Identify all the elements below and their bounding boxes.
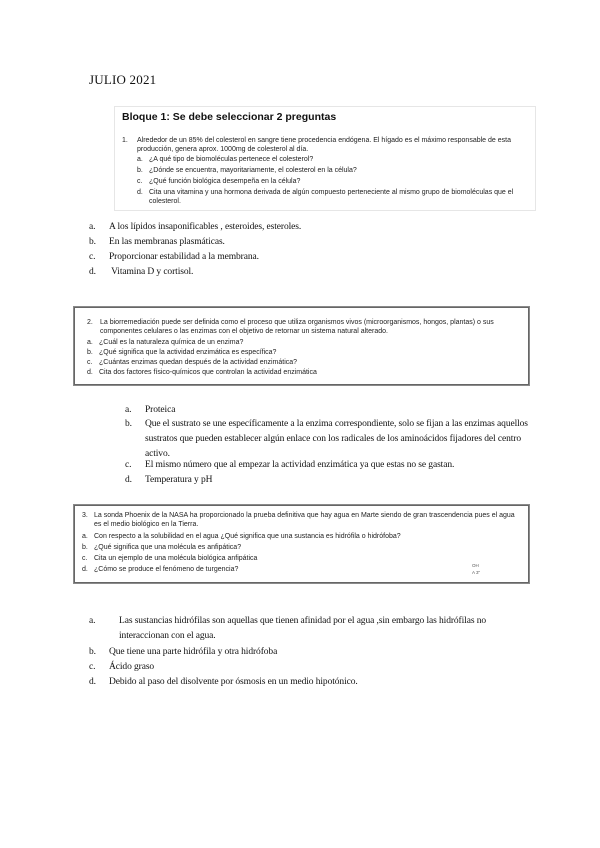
answer-3-b: b. Que tiene una parte hidrófila y otra hidrófoba [89,647,278,657]
question-1-sub-a: a. ¿A qué tipo de biomoléculas pertenece el colesterol? [137,156,314,163]
page-heading: JULIO 2021 [89,72,157,87]
question-1-sub-b: b. ¿Dónde se encuentra, mayoritariamente, el colesterol en la célula? [137,167,357,174]
question-2-sub-d: d. Cita dos factores físico-químicos que controlan la actividad enzimática [87,369,317,376]
answer-2-b: b. Que el sustrato se une específicamente a la enzima correspondiente, solo se fijan a las enzimas aquellos sustratos que pueden establecer algún enlace con los radicales de los aminoácidos fijadores del centro activo. [125,419,528,459]
corner-mark-2: A 3" [472,570,481,575]
answer-1-a: a. A los lípidos insaponificables , esteroides, esteroles. [89,222,302,232]
question-1-number: 1. [122,137,128,144]
question-3-sub-d: d. ¿Cómo se produce el fenómeno de turgencia? [82,566,239,573]
question-2-sub-a: a. ¿Cuál es la naturaleza química de un enzima? [87,339,244,346]
block-title: Bloque 1: Se debe seleccionar 2 preguntas [122,111,337,123]
question-1-box [114,106,536,211]
question-1-text: Alrededor de un 85% del colesterol en sangre tiene procedencia endógena. El hígado es el máximo responsable de esta producción, genera aprox. 1000mg de colesterol al día. [137,137,511,153]
answer-1-b: b. En las membranas plasmáticas. [89,237,225,247]
question-2-text: La biorremediación puede ser definida como el proceso que utiliza organismos vivos (microorganismos, hongos, plantas) o sus componentes celulares o las enzimas con el objetivo de retornar un sistema natural alterado. [100,319,494,335]
answer-2-a: a. Proteica [125,405,176,415]
question-3-text: La sonda Phoenix de la NASA ha proporcionado la prueba definitiva que hay agua en Marte siendo de gran trascendencia pues el agua es el medio biológico en la Tierra. [94,512,515,528]
question-3-sub-a: a. Con respecto a la solubilidad en el agua ¿Qué significa que una sustancia es hidrófila o hidrófoba? [82,533,401,540]
answer-3-d: d. Debido al paso del disolvente por ósmosis en un medio hipotónico. [89,677,358,687]
question-3-box [73,504,530,584]
answer-2-c: c. El mismo número que al empezar la actividad enzimática ya que estas no se gastan. [125,460,455,470]
answer-1-c: c. Proporcionar estabilidad a la membrana. [89,252,259,262]
question-2-box [73,306,530,386]
question-3-sub-b: b. ¿Qué significa que una molécula es anfipática? [82,544,242,551]
question-1-sub-d: d. Cita una vitamina y una hormona derivada de algún compuesto perteneciente al mismo grupo de biomoléculas que el colesterol. [137,189,514,205]
answer-3-a: a. Las sustancias hidrófilas son aquellas que tienen afinidad por el agua ,sin embargo las hidrófilas no interaccionan con el agua. [89,616,486,641]
question-3-sub-c: c. Cita un ejemplo de una molécula biológica anfipática [82,555,258,562]
question-1-sub-c: c. ¿Qué función biológica desempeña en la célula? [137,178,301,185]
question-3-number: 3. [82,512,88,519]
question-2-sub-b: b. ¿Qué significa que la actividad enzimática es específica? [87,349,277,356]
answer-1-d: d. Vitamina D y cortisol. [89,267,194,277]
answer-2-d: d. Temperatura y pH [125,475,213,485]
answer-3-c: c. Ácido graso [89,662,155,672]
question-2-sub-c: c. ¿Cuántas enzimas quedan después de la actividad enzimática? [87,359,298,366]
corner-mark: OH [472,563,479,568]
question-2-number: 2. [87,319,93,326]
